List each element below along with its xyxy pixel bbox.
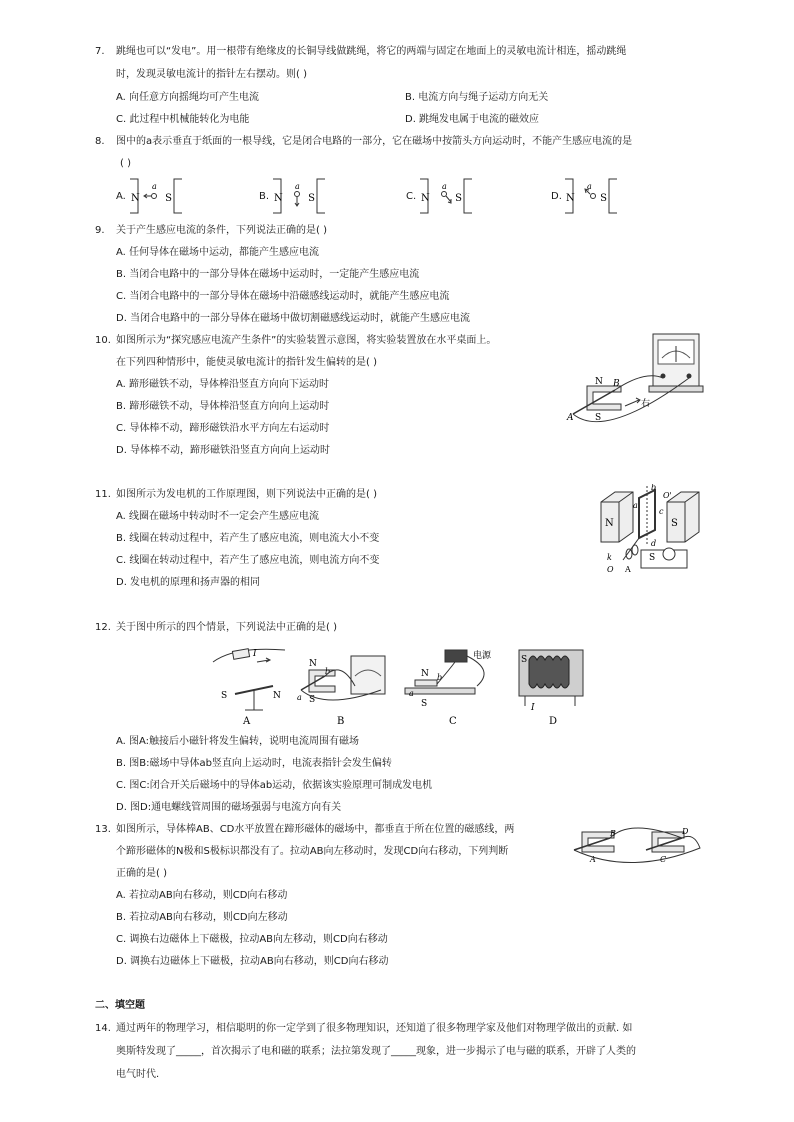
q13-label-c: C [660, 855, 667, 864]
q12-option-d[interactable]: D. 图D:通电螺线管周围的磁场强弱与电流方向有关 [116, 802, 342, 813]
q13-figure [570, 820, 710, 866]
q12-figure-c [405, 649, 492, 726]
q12-caption-b: B [337, 716, 345, 726]
q8d-pole-s: S [600, 193, 607, 204]
q11-label-n: N [605, 518, 614, 529]
q10-number: 10. [95, 335, 111, 346]
q12-figure-a [213, 649, 285, 726]
q12-figures [205, 640, 585, 726]
q10-label-right: 右 [641, 399, 651, 409]
q8-stem-line1: 图中的a表示垂直于纸面的一根导线，它是闭合电路的一部分，它在磁场中按箭头方向运动时，不能产生感应电流的是 [116, 136, 633, 147]
q10-option-d[interactable]: D. 导体棒不动，蹄形磁铁沿竖直方向向上运动时 [116, 445, 331, 456]
q10-stem-line1: 如图所示为“探究感应电流产生条件”的实验装置示意图，将实验装置放在水平桌面上。 [116, 335, 497, 346]
q8-option-c-figure [418, 177, 474, 215]
q12d-label-i: I [531, 703, 535, 713]
q12-caption-a: A [243, 716, 251, 726]
q11-option-a[interactable]: A. 线圈在磁场中转动时不一定会产生感应电流 [116, 511, 320, 522]
q8a-pole-s: S [165, 193, 172, 204]
q12b-label-a: a [297, 693, 302, 702]
section-title: 二、填空题 [95, 1000, 145, 1011]
q8d-wire [591, 194, 596, 199]
q9-option-a[interactable]: A. 任何导体在磁场中运动，都能产生感应电流 [116, 247, 320, 258]
q7-option-c[interactable]: C. 此过程中机械能转化为电能 [116, 114, 250, 125]
q10-stem-line2: 在下列四种情形中，能使灵敏电流计的指针发生偏转的是( ) [116, 357, 377, 368]
q8a-pole-n: N [131, 193, 140, 204]
q14-stem-line1: 通过两年的物理学习，相信聪明的你一定学到了很多物理知识，还知道了很多物理学家及他们对物理学做出的贡献. 如 [116, 1023, 633, 1034]
q11-label-b: b [651, 484, 657, 492]
q11-label-o: O [607, 565, 614, 574]
q12b-label-n: N [309, 659, 317, 669]
q11-label-a2: A [625, 565, 631, 574]
q10-label-n: N [595, 377, 603, 387]
q12-stem: 关于图中所示的四个情景，下列说法中正确的是( ) [116, 622, 337, 633]
q11-magnet-n [601, 492, 633, 542]
q10-option-b[interactable]: B. 蹄形磁铁不动，导体棒沿竖直方向向上运动时 [116, 401, 330, 412]
q8b-wire [295, 192, 300, 197]
q8-option-a-figure [128, 177, 184, 215]
q11-label-c: c [659, 507, 664, 516]
q7-option-a[interactable]: A. 向任意方向摇绳均可产生电流 [116, 92, 260, 103]
q12-figure-b [297, 656, 385, 726]
q8-option-d-figure [563, 177, 619, 215]
q12-number: 12. [95, 622, 111, 633]
q11-number: 11. [95, 489, 111, 500]
q13-option-b[interactable]: B. 若拉动AB向右移动，则CD向左移动 [116, 912, 288, 923]
q8-option-b-label[interactable]: B. [259, 191, 270, 202]
q8-option-a-label[interactable]: A. [116, 191, 126, 202]
q12c-label-b: b [437, 673, 443, 682]
q12b-label-b: b [325, 667, 331, 676]
q11-label-s2: S [649, 553, 656, 563]
q11-magnet-s [667, 492, 699, 542]
q7-number: 7. [95, 46, 105, 57]
q12-option-b[interactable]: B. 图B:磁场中导体ab竖直向上运动时，电流表指针会发生偏转 [116, 758, 392, 769]
q10-label-s: S [595, 413, 602, 423]
q7-option-d[interactable]: D. 跳绳发电属于电流的磁效应 [405, 114, 540, 125]
q11-label-a: a [633, 501, 638, 510]
q8c-pole-s: S [455, 193, 462, 204]
q12-caption-d: D [549, 716, 558, 726]
q12a-label-i: I [253, 649, 257, 659]
q8b-pole-s: S [308, 193, 315, 204]
q9-option-c[interactable]: C. 当闭合电路中的一部分导体在磁场中沿磁感线运动时，就能产生感应电流 [116, 291, 450, 302]
q12-figure-d [519, 650, 583, 726]
q9-option-d[interactable]: D. 当闭合电路中的一部分导体在磁场中做切割磁感线运动时，就能产生感应电流 [116, 313, 471, 324]
q12c-label-a: a [409, 689, 414, 698]
q12-option-c[interactable]: C. 图C:闭合开关后磁场中的导体ab运动，依据该实验原理可制成发电机 [116, 780, 433, 791]
q10-figure [565, 330, 705, 430]
q12d-label-s: S [521, 655, 528, 665]
q8-stem-line2: ( ) [120, 158, 131, 169]
q8c-wire-label: a [442, 182, 447, 191]
q14-stem-line2[interactable]: 奥斯特发现了_____，首次揭示了电和磁的联系；法拉第发现了_____现象，进一步揭示了电与磁的联系，开辟了人类的 [116, 1046, 636, 1057]
q12b-label-s: S [309, 695, 316, 705]
q11-stem: 如图所示为发电机的工作原理图，则下列说法中正确的是( ) [116, 489, 377, 500]
q13-option-c[interactable]: C. 调换右边磁体上下磁极，拉动AB向左移动，则CD向右移动 [116, 934, 388, 945]
q11-option-c[interactable]: C. 线圈在转动过程中，若产生了感应电流，则电流方向不变 [116, 555, 380, 566]
q12c-label-power: 电源 [473, 651, 492, 661]
q7-stem-line1: 跳绳也可以“发电”。用一根带有绝缘皮的长铜导线做跳绳，将它的两端与固定在地面上的灵敏电流计相连，摇动跳绳 [116, 46, 627, 57]
q7-option-b[interactable]: B. 电流方向与绳子运动方向无关 [405, 92, 549, 103]
q13-number: 13. [95, 824, 111, 835]
q12-caption-c: C [449, 716, 457, 726]
q11-label-s: S [671, 518, 678, 529]
q8d-wire-label: a [587, 182, 592, 191]
q8c-pole-n: N [421, 193, 430, 204]
q8a-wire [152, 194, 157, 199]
q12c-label-s: S [421, 699, 428, 709]
q8-option-c-label[interactable]: C. [406, 191, 417, 202]
q14-stem-line3: 电气时代. [116, 1069, 160, 1080]
q9-stem: 关于产生感应电流的条件，下列说法正确的是( ) [116, 225, 327, 236]
q8d-pole-n: N [566, 193, 575, 204]
q8c-wire [442, 192, 447, 197]
q11-label-k: k [607, 553, 612, 562]
q13-stem-line3: 正确的是( ) [116, 868, 167, 879]
q11-figure [597, 484, 703, 576]
q11-option-b[interactable]: B. 线圈在转动过程中，若产生了感应电流，则电流大小不变 [116, 533, 380, 544]
q14-number: 14. [95, 1023, 111, 1034]
q10-option-c[interactable]: C. 导体棒不动，蹄形磁铁沿水平方向左右运动时 [116, 423, 330, 434]
q13-label-b: B [610, 829, 616, 838]
q8b-pole-n: N [274, 193, 283, 204]
q12-option-a[interactable]: A. 图A:触接后小磁针将发生偏转，说明电流周围有磁场 [116, 736, 360, 747]
q8-option-d-label[interactable]: D. [551, 191, 562, 202]
q7-stem-line2: 时，发现灵敏电流计的指针左右摆动。则( ) [116, 69, 307, 80]
q10-label-b: B [613, 379, 620, 389]
q10-option-a[interactable]: A. 蹄形磁铁不动，导体棒沿竖直方向向下运动时 [116, 379, 330, 390]
q12a-label-s: S [221, 691, 228, 701]
q9-number: 9. [95, 225, 105, 236]
q12c-label-n: N [421, 669, 429, 679]
q13-label-d: D [682, 827, 689, 836]
q13-stem-line1: 如图所示，导体棒AB、CD水平放置在蹄形磁体的磁场中，都垂直于所在位置的磁感线，两 [116, 824, 515, 835]
q13-label-a: A [590, 855, 596, 864]
q11-label-o2: O' [663, 491, 672, 500]
q8-option-b-figure [271, 177, 327, 215]
q13-option-a[interactable]: A. 若拉动AB向右移动，则CD向右移动 [116, 890, 288, 901]
q10-label-a: A [567, 413, 574, 423]
q11-ammeter [663, 548, 675, 560]
q8b-wire-label: a [295, 182, 300, 191]
q9-option-b[interactable]: B. 当闭合电路中的一部分导体在磁场中运动时，一定能产生感应电流 [116, 269, 420, 280]
q12a-label-n: N [273, 691, 281, 701]
q11-option-d[interactable]: D. 发电机的原理和扬声器的相同 [116, 577, 261, 588]
q11-label-d: d [651, 539, 657, 548]
q8c-arrow [446, 196, 451, 202]
q8a-wire-label: a [152, 182, 157, 191]
q8-number: 8. [95, 136, 105, 147]
q13-option-d[interactable]: D. 调换右边磁体上下磁极，拉动AB向右移动，则CD向右移动 [116, 956, 389, 967]
q13-stem-line2: 个蹄形磁体的N极和S极标识都没有了。拉动AB向左移动时，发现CD向右移动，下列判断 [116, 846, 509, 857]
